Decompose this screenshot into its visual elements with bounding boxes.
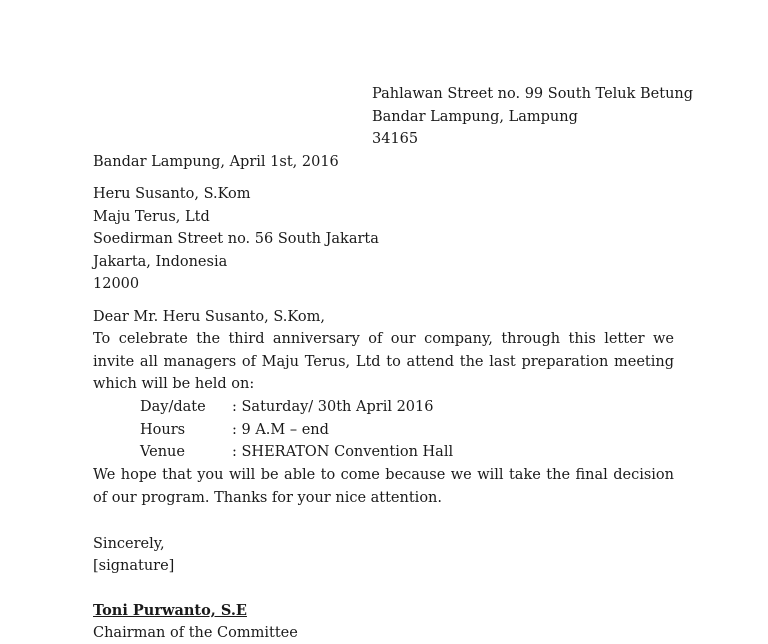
signer-title: Chairman of the Committee bbox=[93, 625, 298, 641]
sender-address-line-2: Bandar Lampung, Lampung bbox=[372, 109, 578, 125]
letter-date: Bandar Lampung, April 1st, 2016 bbox=[93, 154, 339, 170]
body-closing-paragraph: We hope that you will be able to come because we will take the final decision of our program. Thanks for your nice attention. bbox=[93, 467, 674, 506]
recipient-city: Jakarta, Indonesia bbox=[93, 254, 228, 270]
recipient-company: Maju Terus, Ltd bbox=[93, 209, 210, 225]
event-detail-label: Hours bbox=[140, 422, 186, 438]
recipient-name: Heru Susanto, S.Kom bbox=[93, 186, 251, 202]
body-intro-paragraph: To celebrate the third anniversary of our company, through this letter we invite all managers of Maju Terus, Ltd to attend the last preparation meeting which will be held on: bbox=[93, 331, 674, 392]
signer-name: Toni Purwanto, S.E bbox=[93, 602, 247, 619]
recipient-postal-code: 12000 bbox=[93, 276, 140, 292]
signature-placeholder: [signature] bbox=[93, 558, 175, 574]
complimentary-close: Sincerely, bbox=[93, 536, 165, 552]
event-detail-label: Venue bbox=[140, 444, 185, 460]
event-detail-value: : 9 A.M – end bbox=[232, 422, 329, 438]
event-detail-value: : Saturday/ 30th April 2016 bbox=[232, 399, 434, 415]
salutation: Dear Mr. Heru Susanto, S.Kom, bbox=[93, 309, 325, 325]
sender-address-line-1: Pahlawan Street no. 99 South Teluk Betung bbox=[372, 86, 694, 102]
sender-postal-code: 34165 bbox=[372, 131, 419, 147]
event-detail-label: Day/date bbox=[140, 399, 206, 415]
event-detail-value: : SHERATON Convention Hall bbox=[232, 444, 454, 460]
recipient-street: Soedirman Street no. 56 South Jakarta bbox=[93, 231, 379, 247]
